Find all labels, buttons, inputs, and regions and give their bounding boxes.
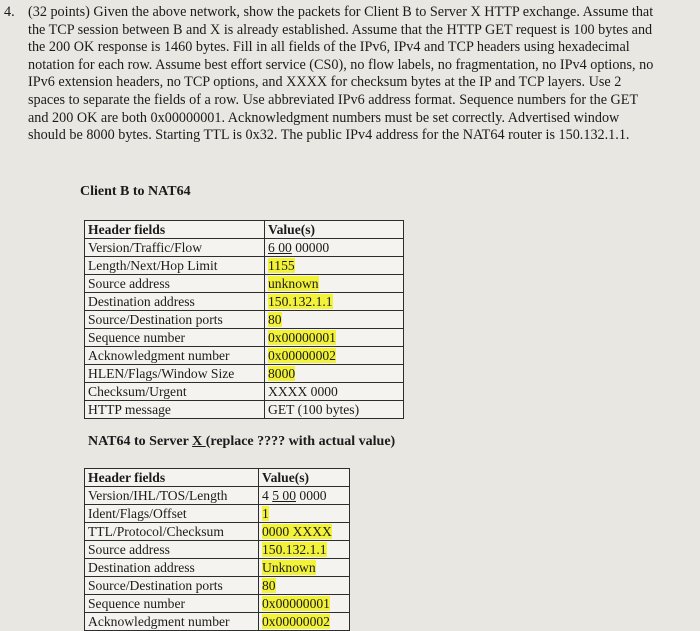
value-text: Unknown	[262, 559, 316, 575]
value-text: unknown	[268, 275, 319, 291]
field-value	[259, 541, 350, 559]
field-name: TTL/Protocol/Checksum	[85, 523, 259, 541]
field-value	[265, 293, 404, 311]
field-name: HTTP message	[85, 401, 265, 419]
table-row	[85, 347, 404, 365]
field-name: Source/Destination ports	[85, 577, 259, 595]
field-name: HLEN/Flags/Window Size	[85, 365, 265, 383]
value-text: 8000	[268, 365, 296, 381]
field-value	[265, 311, 404, 329]
value-text: 0x00000002	[262, 613, 330, 629]
field-value	[259, 595, 350, 613]
nat64-to-server-x-table	[84, 468, 350, 631]
table-row	[85, 541, 350, 559]
value-text: 150.132.1.1	[262, 541, 327, 557]
field-value: XXXX 0000	[265, 383, 404, 401]
field-name: Destination address	[85, 559, 259, 577]
value-part: 0000	[296, 487, 327, 503]
table-row	[85, 293, 404, 311]
table-row	[85, 401, 404, 419]
field-name: Source/Destination ports	[85, 311, 265, 329]
value-text: 80	[262, 577, 276, 593]
table-row	[85, 275, 404, 293]
field-name: Destination address	[85, 293, 265, 311]
field-name: Version/IHL/TOS/Length	[85, 487, 259, 505]
table1-title: Client B to NAT64	[80, 184, 191, 199]
value-text: 0x00000001	[268, 329, 336, 345]
table-header-row	[85, 469, 350, 487]
field-name: Source address	[85, 275, 265, 293]
value-text: 0000 XXXX	[262, 523, 332, 539]
values-heading: Value(s)	[265, 221, 404, 239]
table-row	[85, 595, 350, 613]
values-heading: Value(s)	[259, 469, 350, 487]
field-value	[265, 329, 404, 347]
field-name: Acknowledgment number	[85, 347, 265, 365]
value-text: 80	[268, 311, 282, 327]
field-name: Length/Next/Hop Limit	[85, 257, 265, 275]
problem-statement	[4, 4, 654, 145]
field-value	[259, 487, 350, 505]
table-row	[85, 365, 404, 383]
table-row	[85, 257, 404, 275]
field-value	[259, 505, 350, 523]
field-value	[259, 523, 350, 541]
field-value	[259, 577, 350, 595]
field-value	[265, 347, 404, 365]
header-fields-heading: Header fields	[85, 221, 265, 239]
client-b-to-nat64-table	[84, 220, 404, 419]
table-row	[85, 329, 404, 347]
table-row	[85, 577, 350, 595]
value-text: 0x00000002	[268, 347, 336, 363]
table2-title	[88, 434, 395, 450]
table-row	[85, 311, 404, 329]
problem-text: (32 points) Given the above network, show the packets for Client B to Server X HTTP exchange. Assume that the TCP session between B and X is already established. Assume that the HTTP GET request is 100 bytes and the 200 OK response is 1460 bytes. Fill in all fields of the IPv6, IPv4 and TCP headers using hexadecimal notation for each row. Assume best effort service (CS0), no flow labels, no fragmentation, no IPv4 options, no IPv6 extension headers, no TCP options, and XXXX for checksum bytes at the IP and TCP layers. Use 2 spaces to separate the fields of a row. Use abbreviated IPv6 address format. Sequence numbers for the GET and 200 OK are both 0x00000001. Acknowledgment numbers must be set correctly. Advertised window should be 8000 bytes. Starting TTL is 0x32. The public IPv4 address for the NAT64 router is 150.132.1.1.	[28, 4, 654, 144]
table-row	[85, 523, 350, 541]
value-text: 1	[262, 505, 269, 521]
field-name: Sequence number	[85, 595, 259, 613]
field-value	[265, 257, 404, 275]
title-text: NAT64 to Server	[88, 434, 193, 449]
table-row	[85, 239, 404, 257]
title-text: (replace ???? with actual value)	[205, 434, 396, 449]
table-row	[85, 559, 350, 577]
value-part: 6 00	[268, 239, 292, 255]
field-name: Version/Traffic/Flow	[85, 239, 265, 257]
field-value	[265, 365, 404, 383]
field-name: Acknowledgment number	[85, 613, 259, 631]
value-text: 150.132.1.1	[268, 293, 333, 309]
table-header-row	[85, 221, 404, 239]
value-part: 5 00	[272, 487, 296, 503]
value-text: 1155	[268, 257, 295, 273]
field-value	[265, 275, 404, 293]
field-name: Sequence number	[85, 329, 265, 347]
title-server-x: X	[192, 434, 206, 449]
field-value	[265, 239, 404, 257]
value-part: 4	[262, 487, 273, 503]
field-name: Source address	[85, 541, 259, 559]
field-value: GET (100 bytes)	[265, 401, 404, 419]
field-value	[259, 559, 350, 577]
field-name: Checksum/Urgent	[85, 383, 265, 401]
field-name: Ident/Flags/Offset	[85, 505, 259, 523]
value-text: 0x00000001	[262, 595, 330, 611]
table-row	[85, 383, 404, 401]
header-fields-heading: Header fields	[85, 469, 259, 487]
value-part: 00000	[291, 239, 330, 255]
problem-number: 4.	[4, 4, 15, 20]
table-row	[85, 487, 350, 505]
table-row	[85, 505, 350, 523]
